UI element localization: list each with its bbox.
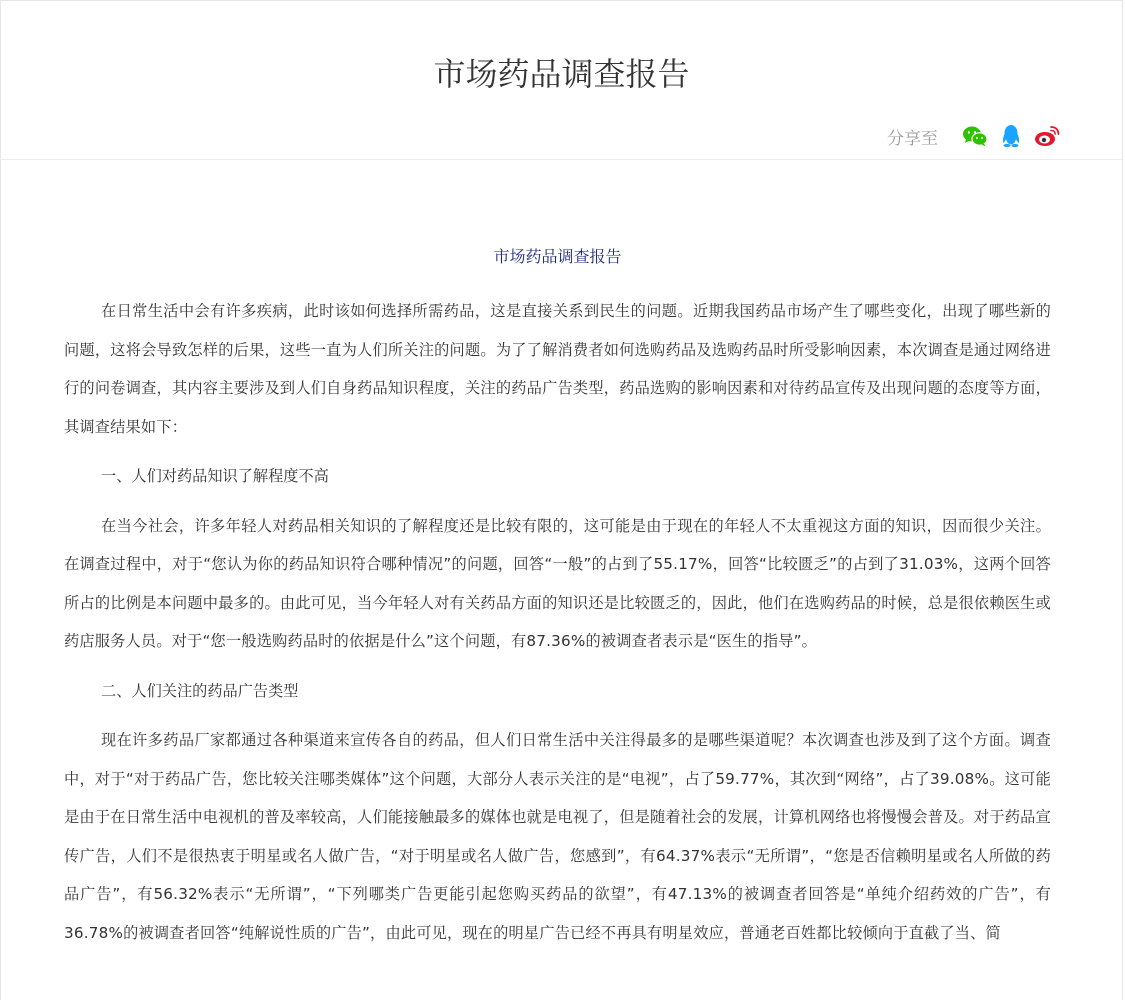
article-content (1, 160, 1122, 952)
section-body-1: 在当今社会，许多年轻人对药品相关知识的了解程度还是比较有限的，这可能是由于现在的年轻人不太重视这方面的知识，因而很少关注。在调查过程中，对于“您认为你的药品知识符合哪种情况”的问题，回答“一般”的占到了55.17%，回答“比较匮乏”的占到了31.03%，这两个回答所占的比例是本问题中最多的。由此可见，当今年轻人对有关药品方面的知识还是比较匮乏的，因此，他们在选购药品的时候，总是很依赖医生或药店服务人员。对于“您一般选购药品时的依据是什么”这个问题，有87.36%的被调查者表示是“医生的指导”。 (64, 516, 1051, 650)
section-heading-1: 一、人们对药品知识了解程度不高 (101, 467, 329, 485)
qq-icon[interactable] (998, 123, 1024, 149)
section-body-2: 现在许多药品厂家都通过各种渠道来宣传各自的药品，但人们日常生活中关注得最多的是哪些渠道呢？本次调查也涉及到了这个方面。调查中，对于“对于药品广告，您比较关注哪类媒体”这个问题，大部分人表示关注的是“电视”，占了59.77%，其次到“网络”，占了39.08%。这可能是由于在日常生活中电视机的普及率较高，人们能接触最多的媒体也就是电视了，但是随着社会的发展，计算机网络也将慢慢会普及。对于药品宣传广告，人们不是很热衷于明星或名人做广告，“对于明星或名人做广告，您感到”，有64.37%表示“无所谓”，“您是否信赖明星或名人所做的药品广告”，有56.32%表示“无所谓”，“下列哪类广告更能引起您购买药品的欲望”，有47.13%的被调查者回答是“单纯介绍药效的广告”，有36.78%的被调查者回答“纯解说性质的广告”，由此可见，现在的明星广告已经不再具有明星效应，普通老百姓都比较倾向于直截了当、简 (64, 731, 1051, 942)
page-title: 市场药品调查报告 (433, 55, 690, 93)
section-heading-2: 二、人们关注的药品广告类型 (101, 681, 299, 700)
wechat-icon[interactable] (962, 123, 988, 149)
weibo-icon[interactable] (1034, 123, 1060, 149)
article-intro-paragraph: 在日常生活中会有许多疾病，此时该如何选择所需药品，这是直接关系到民生的问题。近期我国药品市场产生了哪些变化，出现了哪些新的问题，这将会导致怎样的后果，这些一直为人们所关注的问题。为了了解消费者如何选购药品及选购药品时所受影响因素，本次调查是通过网络进行的问卷调查，其内容主要涉及到人们自身药品知识程度，关注的药品广告类型，药品选购的影响因素和对待药品宣传及出现问题的态度等方面，其调查结果如下： (64, 302, 1051, 436)
article-title: 市场药品调查报告 (493, 247, 622, 266)
share-bar (887, 121, 1060, 151)
page-header (1, 1, 1122, 160)
share-label: 分享至 (887, 128, 938, 149)
